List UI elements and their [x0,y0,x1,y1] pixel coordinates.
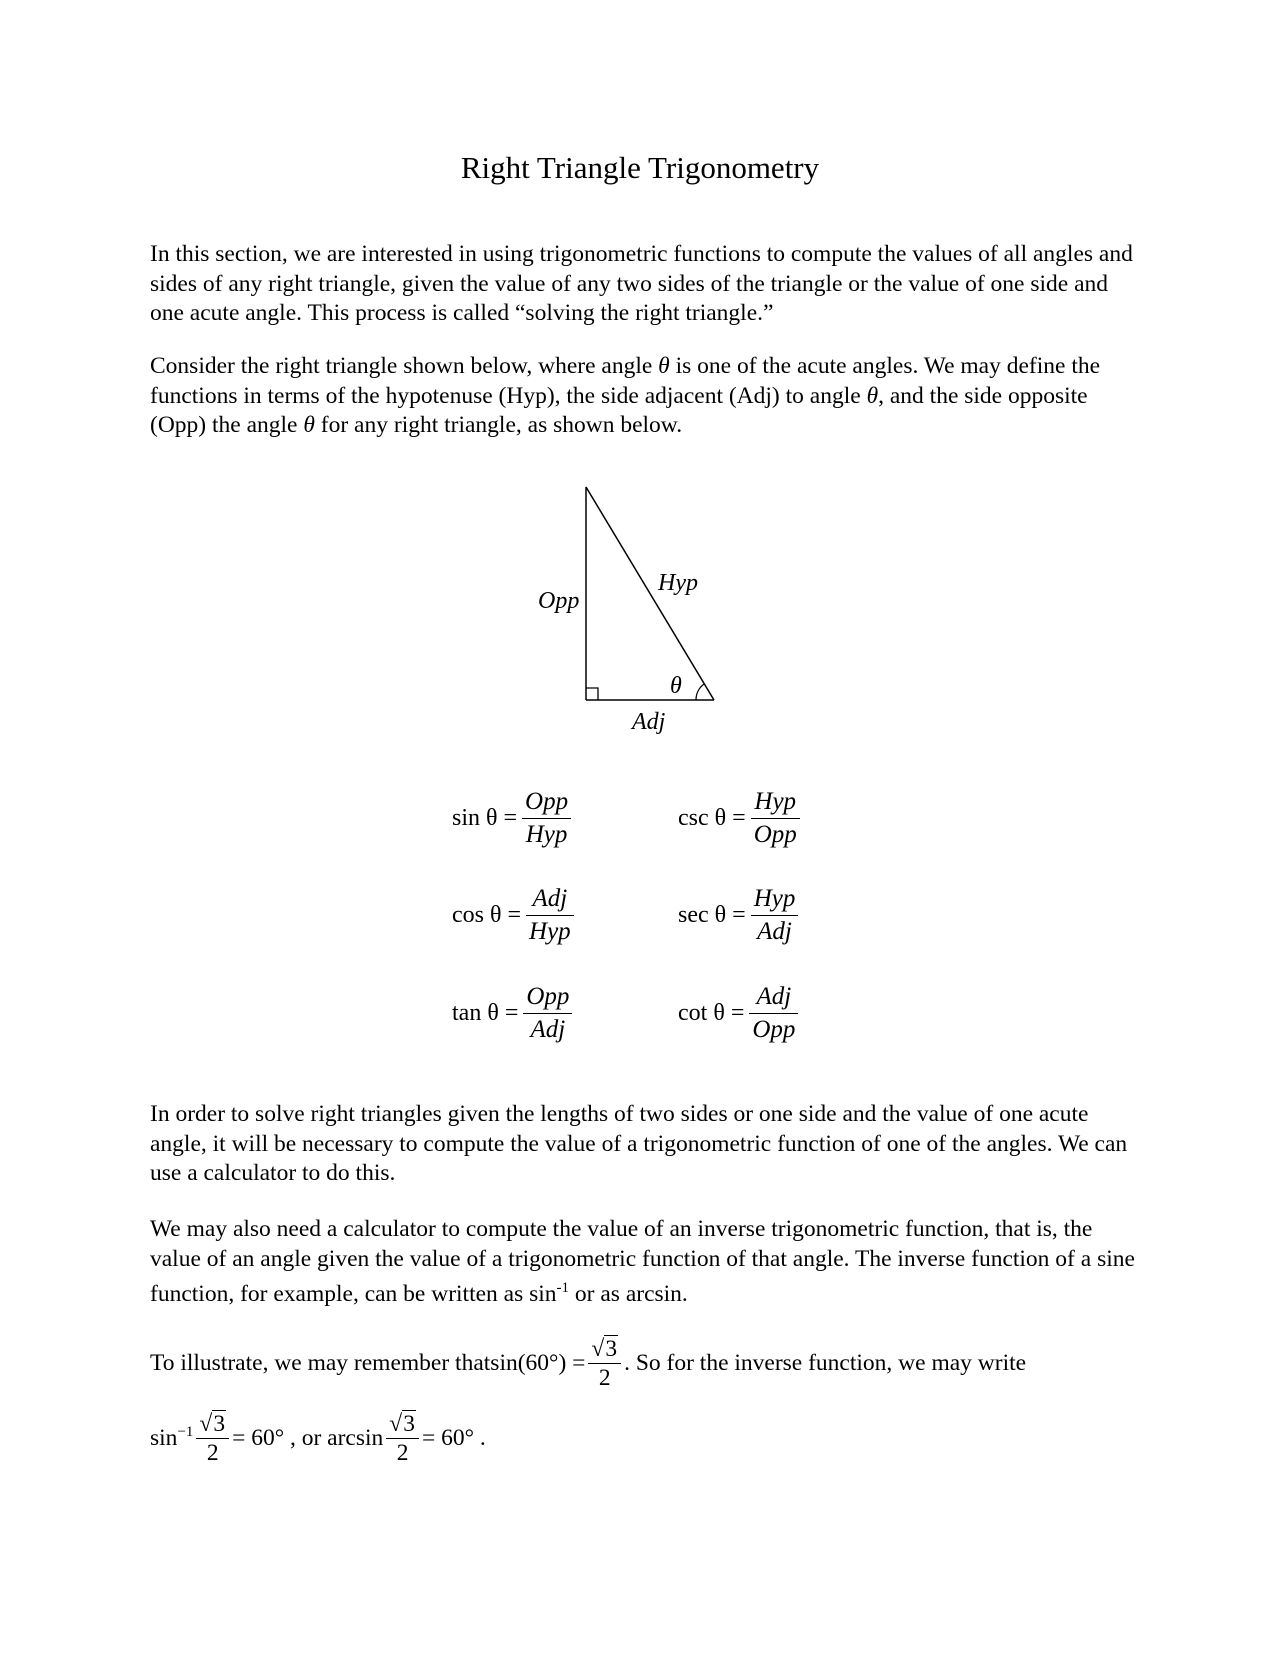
right-triangle-diagram [500,475,740,735]
illustration-text-b: . So for the inverse function, we may write [624,1349,1027,1376]
tan-fraction [523,981,572,1046]
sqrt3-over-2-fraction: $\frac{√3}{2}$ [386,1410,419,1467]
inverse-paragraph [150,1215,1140,1309]
equals-60-or-arcsin: = 60° , or arcsin [232,1424,384,1451]
sec-lhs: sec θ = [678,902,746,928]
sin-numerator: Opp [522,786,571,819]
sin-definition [452,786,574,851]
sec-fraction [751,883,799,948]
theta-symbol: θ [658,353,670,379]
tan-definition [452,981,575,1046]
intro-paragraph [150,240,1140,329]
illustration-text-a: To illustrate, we may remember that [150,1349,491,1376]
sec-denominator: Adj [757,918,792,945]
fraction-denominator: 2 [206,1440,219,1466]
csc-fraction [751,786,800,851]
tan-lhs: tan θ = [452,1000,519,1026]
theta-symbol: θ [866,382,879,409]
cot-fraction [749,981,798,1046]
cos-definition [452,883,577,948]
intro-text: In this section, we are interested in using trigonometric functions to compute the values of all angles and sides of any right triangle, given the value of any two sides of the triangle or the value of one side and one acute angle. This process is called “solving the right triangle.” [150,241,1133,326]
angle-arc [696,684,704,700]
tan-denominator: Adj [530,1016,566,1043]
sqrt3-over-2-fraction: $\frac{√3}{2}$ [588,1335,621,1392]
sin-lhs: sin θ = [452,805,518,831]
sec-numerator: Hyp [751,883,799,916]
cos-fraction [526,883,574,948]
sqrt-radicand: 3 [213,1411,226,1437]
cos-denominator: Hyp [529,918,571,945]
cot-numerator: Adj [749,981,798,1014]
inverse-example-line [150,1410,1140,1467]
csc-numerator: Hyp [751,786,800,819]
theta-label: θ [670,673,682,699]
csc-definition [678,786,803,851]
theta-symbol: θ [303,412,315,438]
inverse-text-b: or as arcsin. [569,1280,688,1307]
illustration-line [150,1335,1140,1392]
arcsine-notation: sin [150,1424,178,1451]
adj-label: Adj [632,709,666,735]
right-angle-mark [586,688,598,700]
sin60-expression: sin(60°) = [490,1349,586,1376]
definition-text-a: Consider the right triangle shown below, where angle [150,353,659,379]
calculator-paragraph [150,1100,1140,1189]
sin-fraction [522,786,571,851]
sqrt3-over-2-fraction: $\frac{√3}{2}$ [196,1410,229,1467]
cos-numerator: Adj [526,883,574,916]
tan-numerator: Opp [523,981,572,1014]
definition-paragraph [150,352,1140,441]
fraction-denominator: 2 [396,1440,409,1466]
sec-definition [678,883,801,948]
cos-lhs: cos θ = [452,902,522,928]
cot-lhs: cot θ = [678,1000,745,1026]
opp-label: Opp [538,588,580,614]
csc-lhs: csc θ = [678,805,746,831]
sin-denominator: Hyp [525,821,568,848]
definition-text-d: for any right triangle, as shown below. [314,412,683,438]
fraction-denominator: 2 [598,1365,611,1391]
definition-text-b: is one of the acute angles. We may define the functions in terms of the hypotenuse (Hyp), the side adjacent (Adj) to angle [150,353,1101,409]
arcsine-exponent: −1 [177,1424,194,1440]
sqrt-radicand: 3 [403,1411,415,1437]
calculator-text: In order to solve right triangles given the lengths of two sides or one side and the value of one acute angle, it will be necessary to compute the value of a trigonometric function of one of the angles. We can use a calculator to do this. [150,1101,1128,1186]
inverse-text-a: We may also need a calculator to compute the value of an inverse trigonometric function, that is, the value of an angle given the value of a trigonometric function of that angle. The inverse function of a sine function, for example, can be written as sin [150,1216,1135,1307]
page-title: Right Triangle Trigonometry [460,150,820,185]
hyp-label: Hyp [658,570,698,596]
csc-denominator: Opp [753,821,797,848]
cot-denominator: Opp [752,1016,796,1043]
cot-definition [678,981,801,1046]
equals-60-end: = 60° . [421,1424,486,1451]
definition-text-c: , and the side opposite (Opp) the angle [150,382,1088,438]
sqrt-radicand: 3 [605,1336,618,1362]
inverse-exponent: -1 [556,1280,570,1296]
